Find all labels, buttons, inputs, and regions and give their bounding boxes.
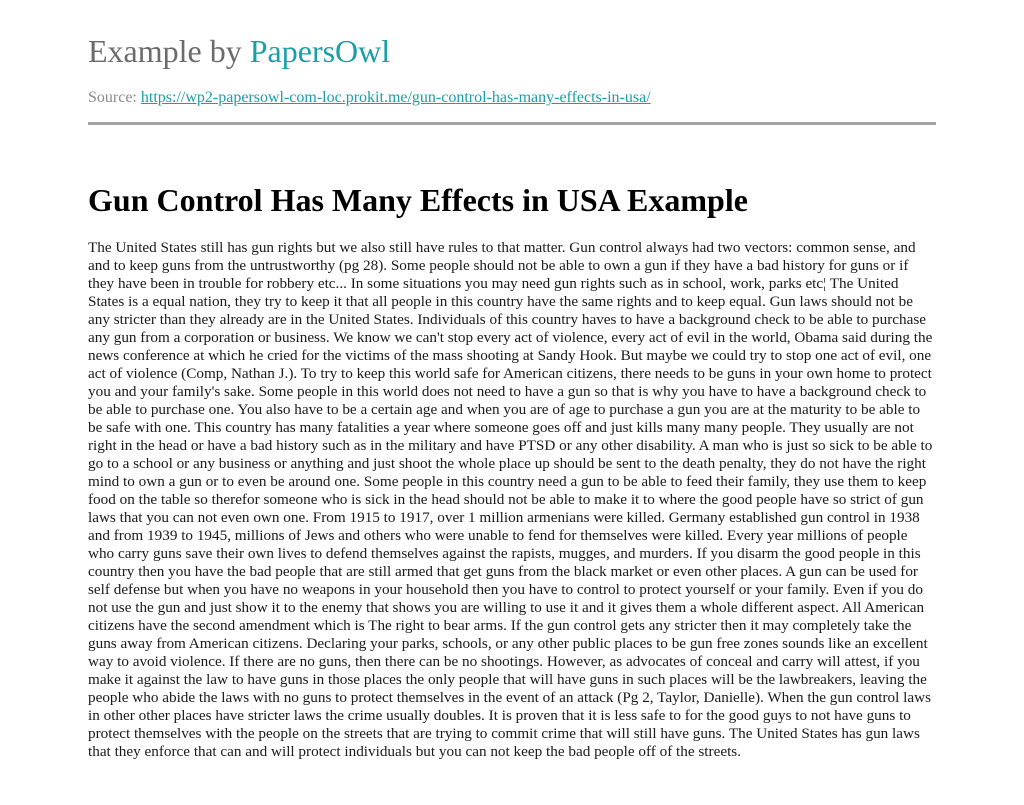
header-divider	[88, 122, 936, 125]
brand-prefix: Example by	[88, 33, 250, 69]
article-body: The United States still has gun rights but we also still have rules to that matter. Gun control always had two vectors: common sense, and and to keep guns from the untrustworthy (pg 28). Some people should not be able to own a gun if they have a bad history for guns or if they have been in trouble for robbery etc... In some situations you may need gun rights such as in school, work, parks etc¦ The United States is a equal nation, they try to keep it that all people in this country have the same rights and to keep equal. Gun laws should not be any stricter than they already are in the United States. Individuals of this country haves to have a background check to be able to purchase any gun from a corporation or business. We know we can't stop every act of violence, every act of evil in the world, Obama said during the news conference at which he cried for the victims of the mass shooting at Sandy Hook. But maybe we could try to stop one act of evil, one act of violence (Comp, Nathan J.). To try to keep this world safe for American citizens, there needs to be guns in your own home to protect you and your family's sake. Some people in this world does not need to have a gun so that is why you have to have a background check to be able to purchase one. You also have to be a certain age and when you are of age to purchase a gun you are at the maturity to be able to be safe with one. This country has many fatalities a year where someone goes off and just kills many many people. They usually are not right in the head or have a bad history such as in the military and have PTSD or any other disability. A man who is just so sick to be able to go to a school or any business or anything and just shoot the whole place up should be sent to the death penalty, they do not have the right mind to own a gun or to even be around one. Some people in this country need a gun to be able to feed their family, they use them to keep food on the table so therefor someone who is sick in the head should not be able to make it to where the good people have so strict of gun laws that you can not even own one. From 1915 to 1917, over 1 million armenians were killed. Germany established gun control in 1938 and from 1939 to 1945, millions of Jews and others who were unable to fend for themselves were killed. Every year millions of people who carry guns save their own lives to defend themselves against the rapists, mugges, and murders. If you disarm the good people in this country then you have the bad people that are still armed that get guns from the black market or even other places. A gun can be used for self defense but when you have no weapons in your household then you have to control to protect yourself or your family. Even if you do not use the gun and just show it to the enemy that shows you are willing to use it and it gives them a whole different aspect. All American citizens have the second amendment which is The right to bear arms. If the gun control gets any stricter then it may completely take the guns away from American citizens. Declaring your parks, schools, or any other public places to be gun free zones sounds like an excellent way to avoid violence. If there are no guns, then there can be no shootings. However, as advocates of conceal and carry will attest, if you make it against the law to have guns in those places the only people that will have guns in such places will be the lawbreakers, leaving the people who abide the laws with no guns to protect themselves in the event of an attack (Pg 2, Taylor, Danielle). When the gun control laws in other other places have stricter laws the crime usually doubles. It is proven that it is less safe to for the good guys to not have guns to protect themselves with the people on the streets that are trying to commit crime that will still have guns. The United States has gun laws that they enforce that can and will protect individuals but you can not keep the bad people off of the streets.	[88, 239, 933, 760]
brand-header	[88, 33, 390, 69]
article-title: Gun Control Has Many Effects in USA Example	[88, 182, 748, 218]
source-line	[88, 88, 651, 108]
source-label: Source:	[88, 89, 141, 106]
source-link[interactable]: https://wp2-papersowl-com-loc.prokit.me/gun-control-has-many-effects-in-usa/	[140, 89, 651, 106]
brand-name-link[interactable]: PapersOwl	[249, 33, 391, 69]
